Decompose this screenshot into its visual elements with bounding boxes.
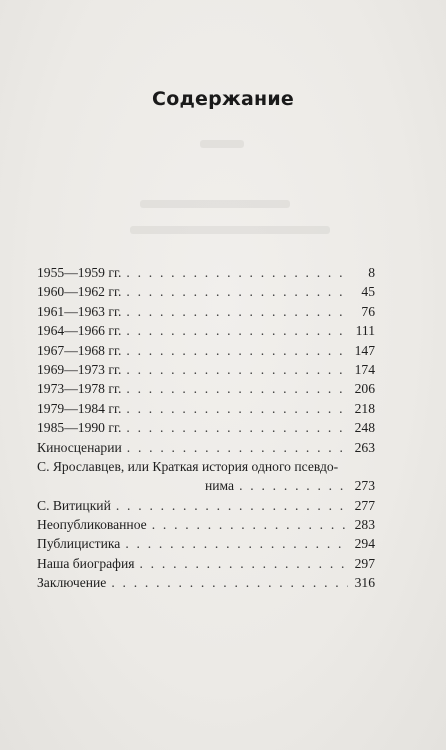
dot-leader [126, 341, 348, 360]
toc-entry[interactable] [37, 534, 375, 553]
toc-entry[interactable] [37, 457, 375, 476]
toc-entry-title: 1985—1990 гг. [37, 420, 122, 436]
toc-entry-page: 76 [361, 303, 375, 319]
toc-entry-page: 111 [355, 323, 375, 339]
toc-entry[interactable] [37, 302, 375, 321]
toc-entry-title: 1961—1963 гг. [37, 303, 122, 319]
page-title: Содержание [152, 88, 294, 110]
toc-entry-page: 316 [354, 575, 375, 591]
toc-entry[interactable] [37, 515, 375, 534]
toc-entry-title: С. Ярославцев, или Краткая история одного псевдо- [37, 458, 339, 474]
toc-entry[interactable] [37, 554, 375, 573]
toc-entry-title: 1955—1959 гг. [37, 265, 122, 280]
dot-leader [126, 360, 348, 379]
toc-entry-title: Киносценарии [37, 439, 122, 455]
table-of-contents [37, 263, 375, 593]
toc-entry-page: 8 [368, 265, 375, 280]
toc-entry-page: 45 [361, 284, 375, 300]
toc-entry[interactable] [37, 379, 375, 398]
toc-entry-title: 1979—1984 гг. [37, 400, 122, 416]
dot-leader [126, 379, 348, 398]
toc-entry[interactable] [37, 282, 375, 301]
dot-leader [126, 302, 348, 321]
toc-entry-page: 218 [354, 400, 375, 416]
toc-entry[interactable] [37, 341, 375, 360]
dot-leader [125, 534, 348, 553]
toc-entry-title: Публицистика [37, 536, 121, 552]
toc-entry[interactable] [37, 321, 375, 340]
toc-entry[interactable] [37, 399, 375, 418]
toc-entry-title: 1967—1968 гг. [37, 342, 122, 358]
toc-entry-page: 174 [354, 361, 375, 377]
dot-leader [126, 282, 348, 301]
toc-entry-title: Наша биография [37, 555, 135, 571]
show-through-mark [200, 140, 244, 148]
toc-entry-title: 1964—1966 гг. [37, 323, 122, 339]
dot-leader [126, 399, 348, 418]
toc-entry-page: 263 [354, 439, 375, 455]
dot-leader [116, 496, 348, 515]
dot-leader [127, 438, 348, 457]
toc-entry-title: 1960—1962 гг. [37, 284, 122, 300]
toc-entry-title: нима [205, 478, 235, 494]
toc-entry[interactable] [37, 360, 375, 379]
dot-leader [139, 554, 348, 573]
toc-entry-page: 206 [354, 381, 375, 397]
toc-entry[interactable] [37, 438, 375, 457]
dot-leader [111, 573, 348, 592]
toc-entry-page: 294 [354, 536, 375, 552]
toc-entry[interactable] [37, 496, 375, 515]
dot-leader [152, 515, 348, 534]
show-through-mark [130, 226, 330, 234]
toc-entry-continuation[interactable] [37, 476, 375, 495]
dot-leader [239, 476, 348, 495]
dot-leader [126, 263, 348, 282]
toc-entry-page: 283 [354, 517, 375, 533]
toc-entry[interactable] [37, 573, 375, 592]
toc-entry-title: Неопубликованное [37, 517, 147, 533]
toc-entry-title: Заключение [37, 575, 107, 591]
show-through-mark [140, 200, 290, 208]
toc-entry-page: 147 [354, 342, 375, 358]
toc-entry-page: 273 [354, 478, 375, 494]
toc-entry-page: 248 [354, 420, 375, 436]
dot-leader [126, 418, 348, 437]
toc-entry-page: 277 [354, 497, 375, 513]
toc-entry-title: 1973—1978 гг. [37, 381, 122, 397]
toc-entry[interactable] [37, 263, 375, 282]
toc-entry-title: С. Витицкий [37, 497, 111, 513]
toc-entry-page: 297 [354, 555, 375, 571]
dot-leader [126, 321, 348, 340]
toc-entry-title: 1969—1973 гг. [37, 361, 122, 377]
toc-entry[interactable] [37, 418, 375, 437]
